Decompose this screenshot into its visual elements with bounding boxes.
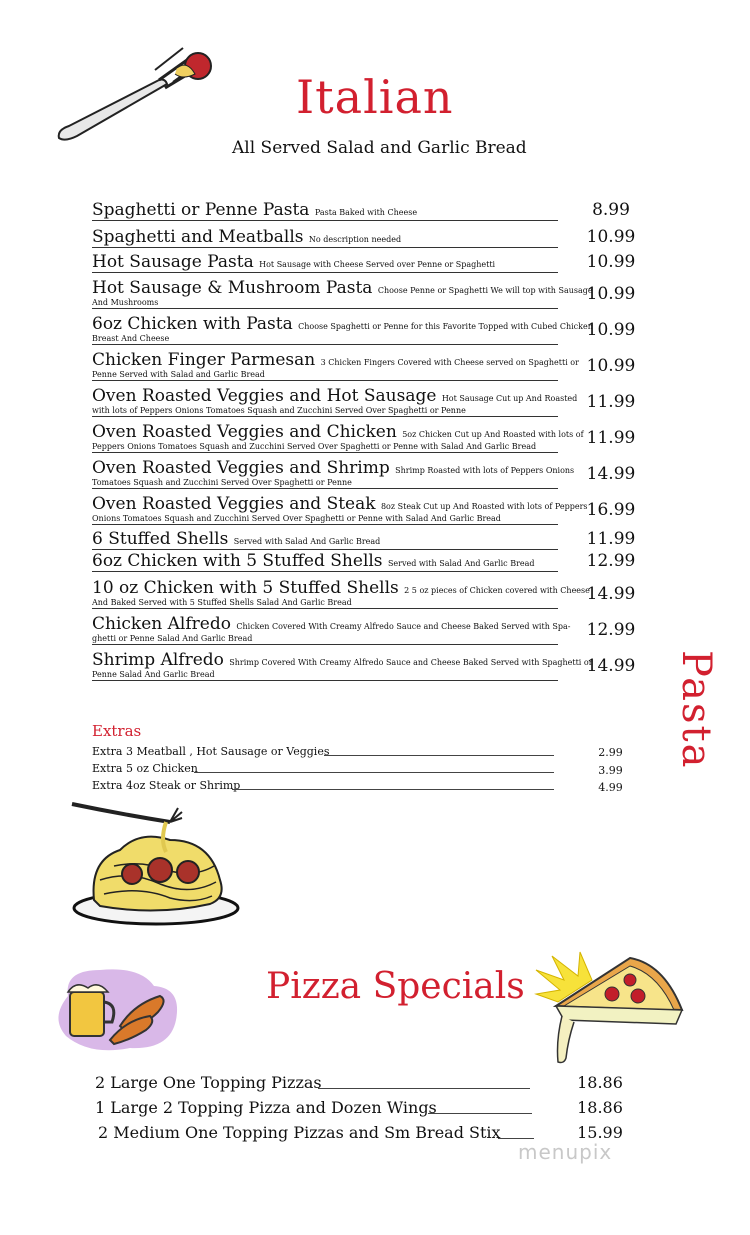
menu-item-description: Chicken Covered With Creamy Alfredo Sauce and Cheese Baked Served with Spa-	[236, 622, 571, 631]
menu-item	[92, 386, 578, 417]
menu-item	[92, 314, 593, 345]
menu-item	[92, 200, 558, 221]
extra-item-name: Extra 5 oz Chicken	[92, 762, 198, 775]
menu-item-price: 11.99	[586, 529, 636, 549]
menu-item-name: 6oz Chicken with Pasta	[92, 314, 293, 334]
menu-item-description: 3 Chicken Fingers Covered with Cheese served on Spaghetti or	[320, 358, 579, 367]
menu-item-name: Oven Roasted Veggies and Steak	[92, 494, 376, 514]
menu-item-name: Spaghetti or Penne Pasta	[92, 200, 310, 220]
menu-item-price: 12.99	[586, 620, 636, 640]
menu-item-description: No description needed	[308, 235, 402, 244]
menu-item-description: 8oz Steak Cut up And Roasted with lots of Peppers	[380, 502, 588, 511]
pizza-specials-title: Pizza Specials	[266, 966, 525, 1007]
menu-item-name: 10 oz Chicken with 5 Stuffed Shells	[92, 578, 399, 598]
menu-title: Italian	[296, 70, 454, 124]
spaghetti-plate-icon	[70, 800, 242, 930]
pizza-item: 1 Large 2 Topping Pizza and Dozen Wings	[95, 1098, 437, 1117]
menu-item	[92, 650, 593, 681]
menu-item-price: 16.99	[586, 500, 636, 520]
extra-item-name: Extra 3 Meatball , Hot Sausage or Veggies	[92, 745, 330, 758]
menu-item-price: 8.99	[592, 200, 630, 220]
extra-price: 3.99	[598, 764, 623, 777]
menu-item-name: Chicken Alfredo	[92, 614, 231, 634]
extra-item	[92, 779, 554, 792]
menu-item-name: 6 Stuffed Shells	[92, 529, 229, 549]
menu-item-price: 11.99	[586, 392, 636, 412]
menu-item-description-cont: Onions Tomatoes Squash and Zucchini Served Over Spaghetti or Penne with Salad And Garlic Bread	[92, 514, 558, 525]
menu-item-name: 6oz Chicken with 5 Stuffed Shells	[92, 551, 383, 571]
menu-item-name: Hot Sausage Pasta	[92, 252, 254, 272]
menu-item-description-cont: Peppers Onions Tomatoes Squash and Zucchini Served Over Spaghetti or Penne with Salad And Garlic Bread	[92, 442, 558, 453]
extra-item	[92, 762, 554, 775]
menu-item-description-cont: with lots of Peppers Onions Tomatoes Squash and Zucchini Served Over Spaghetti or Penne	[92, 406, 558, 417]
menu-item-description-cont: And Mushrooms	[92, 298, 558, 309]
menu-item-description: Choose Spaghetti or Penne for this Favorite Topped with Cubed Chicken	[298, 322, 593, 331]
menu-item-description: 5oz Chicken Cut up And Roasted with lots of	[402, 430, 584, 439]
menu-item-name: Spaghetti and Meatballs	[92, 227, 304, 247]
watermark: menupix	[518, 1140, 613, 1164]
extra-item	[92, 745, 554, 758]
menu-item	[92, 614, 571, 645]
pizza-price: 18.86	[577, 1073, 623, 1092]
menu-item-description-cont: Penne Served with Salad and Garlic Bread	[92, 370, 558, 381]
menu-item	[92, 227, 558, 248]
menu-item	[92, 422, 584, 453]
menu-item	[92, 551, 558, 572]
menu-item-description-cont: Tomatoes Squash and Zucchini Served Over Spaghetti or Penne	[92, 478, 558, 489]
menu-item-description: Served with Salad And Garlic Bread	[233, 537, 381, 546]
menu-item-name: Hot Sausage & Mushroom Pasta	[92, 278, 373, 298]
fork-meatball-icon	[55, 40, 220, 145]
pizza-price: 15.99	[577, 1123, 623, 1142]
menu-item-description-cont: Penne Salad And Garlic Bread	[92, 670, 558, 681]
menu-item-description-cont: ghetti or Penne Salad And Garlic Bread	[92, 634, 558, 645]
pizza-price: 18.86	[577, 1098, 623, 1117]
pizza-slice-icon	[534, 950, 686, 1070]
menu-item-name: Oven Roasted Veggies and Hot Sausage	[92, 386, 437, 406]
menu-item-price: 11.99	[586, 428, 636, 448]
menu-item-price: 12.99	[586, 551, 636, 571]
menu-item-description: Choose Penne or Spaghetti We will top with Sausage	[377, 286, 593, 295]
menu-item-description: Served with Salad And Garlic Bread	[387, 559, 535, 568]
extra-item-name: Extra 4oz Steak or Shrimp	[92, 779, 241, 792]
menu-item-description: Hot Sausage Cut up And Roasted	[441, 394, 578, 403]
menu-item-price: 10.99	[586, 284, 636, 304]
menu-item-description-cont: Breast And Cheese	[92, 334, 558, 345]
menu-item	[92, 578, 590, 609]
menu-item-price: 10.99	[586, 356, 636, 376]
menu-item-name: Shrimp Alfredo	[92, 650, 224, 670]
menu-item	[92, 350, 579, 381]
menu-item	[92, 278, 593, 309]
menu-item	[92, 494, 588, 525]
pizza-item: 2 Medium One Topping Pizzas and Sm Bread Stix	[98, 1123, 501, 1142]
extras-heading: Extras	[92, 722, 142, 740]
menu-item-description-cont: And Baked Served with 5 Stuffed Shells Salad And Garlic Bread	[92, 598, 558, 609]
menu-item	[92, 529, 558, 550]
pizza-item: 2 Large One Topping Pizzas	[95, 1073, 322, 1092]
extra-price: 4.99	[598, 781, 623, 794]
menu-item-description: Hot Sausage with Cheese Served over Penne or Spaghetti	[259, 260, 496, 269]
menu-item-price: 10.99	[586, 252, 636, 272]
menu-item-description: 2 5 oz pieces of Chicken covered with Cheese	[404, 586, 590, 595]
menu-item-name: Oven Roasted Veggies and Chicken	[92, 422, 397, 442]
menu-item-description: Shrimp Covered With Creamy Alfredo Sauce and Cheese Baked Served with Spaghetti or	[229, 658, 593, 667]
menu-item-price: 14.99	[586, 464, 636, 484]
menu-item-price: 14.99	[586, 584, 636, 604]
menu-item-description: Pasta Baked with Cheese	[314, 208, 418, 217]
menu-item-description: Shrimp Roasted with lots of Peppers Onions	[395, 466, 575, 475]
menu-subtitle: All Served Salad and Garlic Bread	[232, 138, 527, 158]
beer-wings-icon	[50, 966, 186, 1056]
menu-item-price: 10.99	[586, 227, 636, 247]
menu-item	[92, 458, 575, 489]
extra-price: 2.99	[598, 746, 623, 759]
section-label-pasta: Pasta	[673, 650, 719, 770]
menu-item-name: Chicken Finger Parmesan	[92, 350, 316, 370]
menu-item-price: 10.99	[586, 320, 636, 340]
menu-item	[92, 252, 558, 273]
menu-item-name: Oven Roasted Veggies and Shrimp	[92, 458, 390, 478]
menu-item-price: 14.99	[586, 656, 636, 676]
